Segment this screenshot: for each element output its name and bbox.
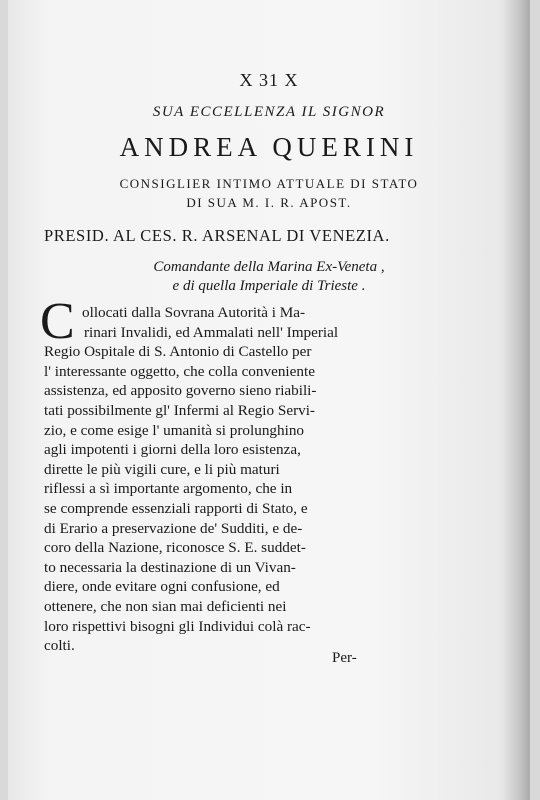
catchword: Per- xyxy=(332,650,357,666)
presidency-line: PRESID. AL CES. R. ARSENAL DI VENEZIA. xyxy=(44,226,390,245)
body-line: diere, onde evitare ogni confusione, ed xyxy=(44,578,280,596)
body-line: agli impotenti i giorni della loro esistenza, xyxy=(44,441,301,459)
body-line: to necessaria la destinazione di un Vivan- xyxy=(44,558,296,576)
body-line: assistenza, ed apposito governo sieno riabili- xyxy=(44,382,317,400)
body-line: colti. xyxy=(44,637,75,655)
body-line: loro rispettivi bisogni gli Individui colà rac- xyxy=(44,617,311,635)
body-paragraph xyxy=(44,303,494,656)
body-line: dirette le più vigili cure, e li più maturi xyxy=(44,460,280,478)
body-line: rinari Invalidi, ed Ammalati nell' Imperial xyxy=(84,323,339,341)
body-line: ollocati dalla Sovrana Autorità i Ma- xyxy=(82,304,306,321)
salutation: SUA ECCELLENZA IL SIGNOR xyxy=(152,104,386,120)
command-line-2: e di quella Imperiale di Trieste . xyxy=(172,278,366,294)
body-line: se comprende essenziali rapporti di Stato, e xyxy=(44,499,308,517)
person-name: ANDREA QUERINI xyxy=(119,132,419,162)
body-line: Regio Ospitale di S. Antonio di Castello per xyxy=(44,343,312,361)
command-line-1: Comandante della Marina Ex-Veneta , xyxy=(153,259,385,275)
drop-cap: C xyxy=(40,293,75,350)
body-line: zio, e come esige l' umanità si prolunghino xyxy=(44,421,305,439)
page-edge-shadow xyxy=(502,0,530,800)
body-line: l' interessante oggetto, che colla conveniente xyxy=(44,362,315,380)
body-line: coro della Nazione, riconosce S. E. suddet- xyxy=(44,539,306,557)
body-line: di Erario a preservazione de' Sudditi, e de- xyxy=(44,519,303,537)
document-page xyxy=(8,0,530,800)
page-number: X 31 X xyxy=(239,70,299,90)
body-line: tati possibilmente gl' Infermi al Regio Servi- xyxy=(44,401,315,419)
title-line-1: CONSIGLIER INTIMO ATTUALE DI STATO xyxy=(119,176,419,191)
body-line: riflessi a sì importante argomento, che in xyxy=(44,480,293,498)
body-line: ottenere, che non sian mai deficienti nei xyxy=(44,597,287,615)
title-line-2: DI SUA M. I. R. APOST. xyxy=(186,195,352,210)
